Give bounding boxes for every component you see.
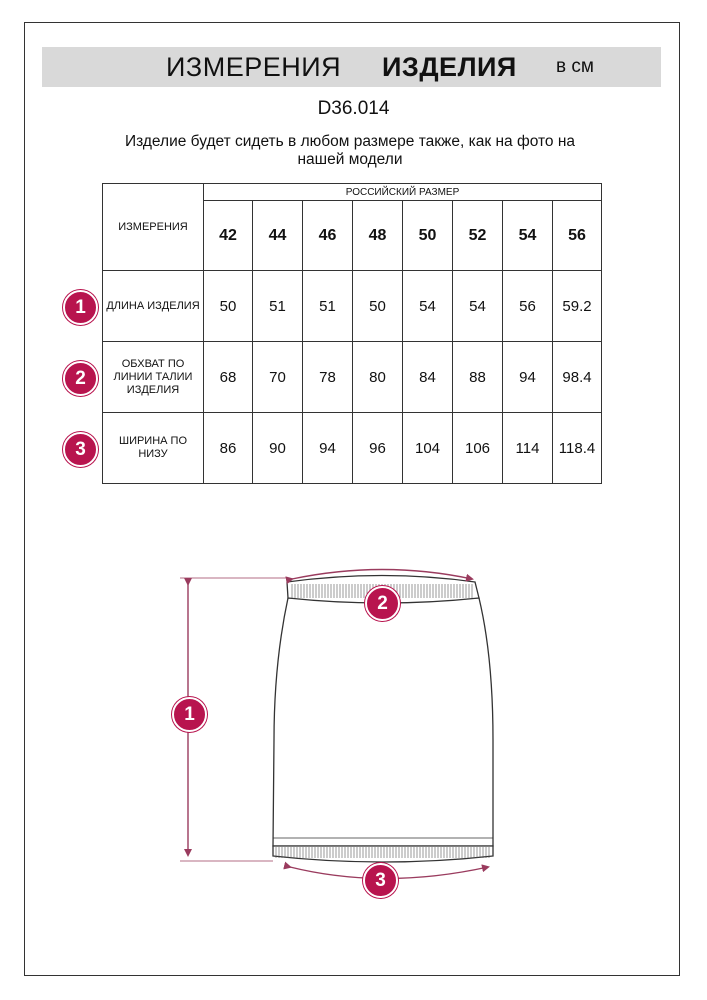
header-title-word1: ИЗМЕРЕНИЯ xyxy=(166,52,342,82)
size-system-label: РОССИЙСКИЙ РАЗМЕР xyxy=(204,184,602,201)
row-value: 106 xyxy=(453,413,503,484)
row-value: 94 xyxy=(303,413,353,484)
diagram-marker-3: 3 xyxy=(363,863,398,898)
diagram-marker-1: 1 xyxy=(172,697,207,732)
fit-note: Изделие будет сидеть в любом размере также, как на фото на нашей модели xyxy=(124,133,576,168)
size-header: 44 xyxy=(253,201,303,271)
row-value: 70 xyxy=(253,342,303,413)
size-header: 46 xyxy=(303,201,353,271)
row-value: 51 xyxy=(253,271,303,342)
row-value: 104 xyxy=(403,413,453,484)
row-value: 80 xyxy=(353,342,403,413)
row-label: ОБХВАТ ПО ЛИНИИ ТАЛИИ ИЗДЕЛИЯ xyxy=(103,342,204,413)
row-value: 54 xyxy=(453,271,503,342)
size-header: 50 xyxy=(403,201,453,271)
size-header: 54 xyxy=(503,201,553,271)
header-title-word2: ИЗДЕЛИЯ xyxy=(382,52,517,82)
row-value: 50 xyxy=(353,271,403,342)
row-value: 88 xyxy=(453,342,503,413)
row-value: 68 xyxy=(204,342,253,413)
row-label: ШИРИНА ПО НИЗУ xyxy=(103,413,204,484)
row-value: 59.2 xyxy=(553,271,602,342)
row-value: 118.4 xyxy=(553,413,602,484)
row-value: 98.4 xyxy=(553,342,602,413)
row-value: 56 xyxy=(503,271,553,342)
row-value: 86 xyxy=(204,413,253,484)
row-value: 78 xyxy=(303,342,353,413)
size-header: 48 xyxy=(353,201,403,271)
skirt-outline xyxy=(273,598,493,846)
diagram-marker-2: 2 xyxy=(365,586,400,621)
size-header: 52 xyxy=(453,201,503,271)
row-value: 96 xyxy=(353,413,403,484)
row-value: 114 xyxy=(503,413,553,484)
article-number: D36.014 xyxy=(317,98,390,119)
row-marker-1: 1 xyxy=(63,290,98,325)
row-marker-3: 3 xyxy=(63,432,98,467)
row-value: 51 xyxy=(303,271,353,342)
row-value: 50 xyxy=(204,271,253,342)
row-label: ДЛИНА ИЗДЕЛИЯ xyxy=(103,271,204,342)
row-value: 90 xyxy=(253,413,303,484)
size-header: 56 xyxy=(553,201,602,271)
corner-label: ИЗМЕРЕНИЯ xyxy=(103,184,204,271)
size-header: 42 xyxy=(204,201,253,271)
row-value: 94 xyxy=(503,342,553,413)
row-marker-2: 2 xyxy=(63,361,98,396)
row-value: 54 xyxy=(403,271,453,342)
row-value: 84 xyxy=(403,342,453,413)
header-unit: в см xyxy=(556,56,594,77)
